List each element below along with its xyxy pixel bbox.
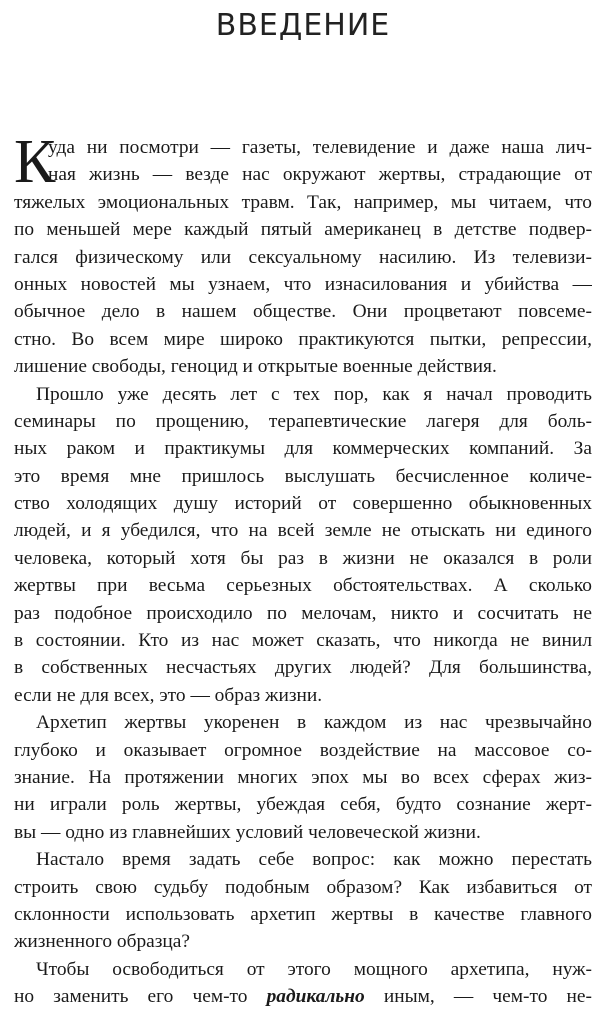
text-line: ная жизнь — везде нас окружают жертвы, страдающие от xyxy=(48,164,592,186)
text-line: онных новостей мы узнаем, что изнасилования и убийства — xyxy=(14,273,592,295)
text-line: жертвы при весьма серьезных обстоятельствах. А сколько xyxy=(14,575,592,597)
text-line: ни играли роль жертвы, убеждая себя, будто сознание жерт- xyxy=(14,794,592,816)
text-line: Настало время задать себе вопрос: как можно перестать xyxy=(36,849,592,871)
body-text xyxy=(14,128,592,1011)
text-line: гался физическому или сексуальному насилию. Из телевизи- xyxy=(14,246,592,268)
text-line: ных раком и практикумы для коммерческих компаний. За xyxy=(14,438,592,460)
paragraph-5 xyxy=(14,956,592,1011)
text-line: по меньшей мере каждый пятый американец в детстве подвер- xyxy=(14,219,592,241)
chapter-title: ВВЕДЕНИЕ xyxy=(215,8,391,43)
text-line: семинары по прощению, терапевтические лагеря для боль- xyxy=(14,410,592,432)
paragraph-1 xyxy=(14,128,592,381)
text-line-final xyxy=(14,983,592,1010)
text-line: это время мне пришлось выслушать бесчисленное количе- xyxy=(14,465,592,487)
text-line: людей, и я убедился, что на всей земле не отыскать ни единого xyxy=(14,520,592,542)
text-line: тяжелых эмоциональных травм. Так, например, мы читаем, что xyxy=(14,191,592,213)
text-line: глубоко и оказывает огромное воздействие на массовое со- xyxy=(14,739,592,761)
paragraph-2 xyxy=(14,381,592,710)
text-line: Архетип жертвы укоренен в каждом из нас чрезвычайно xyxy=(36,712,592,734)
text-line: лишение свободы, геноцид и открытые военные действия. xyxy=(14,356,497,378)
text-line: Прошло уже десять лет с тех пор, как я начал проводить xyxy=(36,383,592,405)
text-line: ство холодящих душу историй от совершенно обыкновенных xyxy=(14,493,592,515)
text-line: раз подобное происходило по мелочам, никто и сосчитать не xyxy=(14,602,592,624)
final-line-start: но заменить его чем-то xyxy=(14,986,267,1008)
emphasis-word: радикально xyxy=(266,986,365,1008)
text-line: жизненного образца? xyxy=(14,931,190,953)
text-line: знание. На протяжении многих эпох мы во всех сферах жиз- xyxy=(14,766,592,788)
text-line: человека, который хотя бы раз в жизни не оказался в роли xyxy=(14,547,592,569)
text-line: строить свою судьбу подобным образом? Как избавиться от xyxy=(14,876,592,898)
drop-cap: К xyxy=(14,128,56,196)
text-line: уда ни посмотри — газеты, телевидение и даже наша лич- xyxy=(48,137,592,158)
paragraph-4 xyxy=(14,846,592,956)
final-line-end: иным, — чем-то не- xyxy=(364,986,592,1008)
text-line: если не для всех, это — образ жизни. xyxy=(14,684,323,706)
text-line: Чтобы освободиться от этого мощного архетипа, нуж- xyxy=(36,958,592,980)
text-line: вы — одно из главнейших условий человеческой жизни. xyxy=(14,821,481,843)
text-line: в собственных несчастьях других людей? Для большинства, xyxy=(14,657,592,679)
text-line: в состоянии. Кто из нас может сказать, что никогда не винил xyxy=(14,630,592,652)
text-line: обычное дело в нашем обществе. Они процветают повсеме- xyxy=(14,301,592,323)
text-line: склонности использовать архетип жертвы в качестве главного xyxy=(14,903,592,925)
text-line: стно. Во всем мире широко практикуются пытки, репрессии, xyxy=(14,328,592,350)
paragraph-3 xyxy=(14,709,592,846)
